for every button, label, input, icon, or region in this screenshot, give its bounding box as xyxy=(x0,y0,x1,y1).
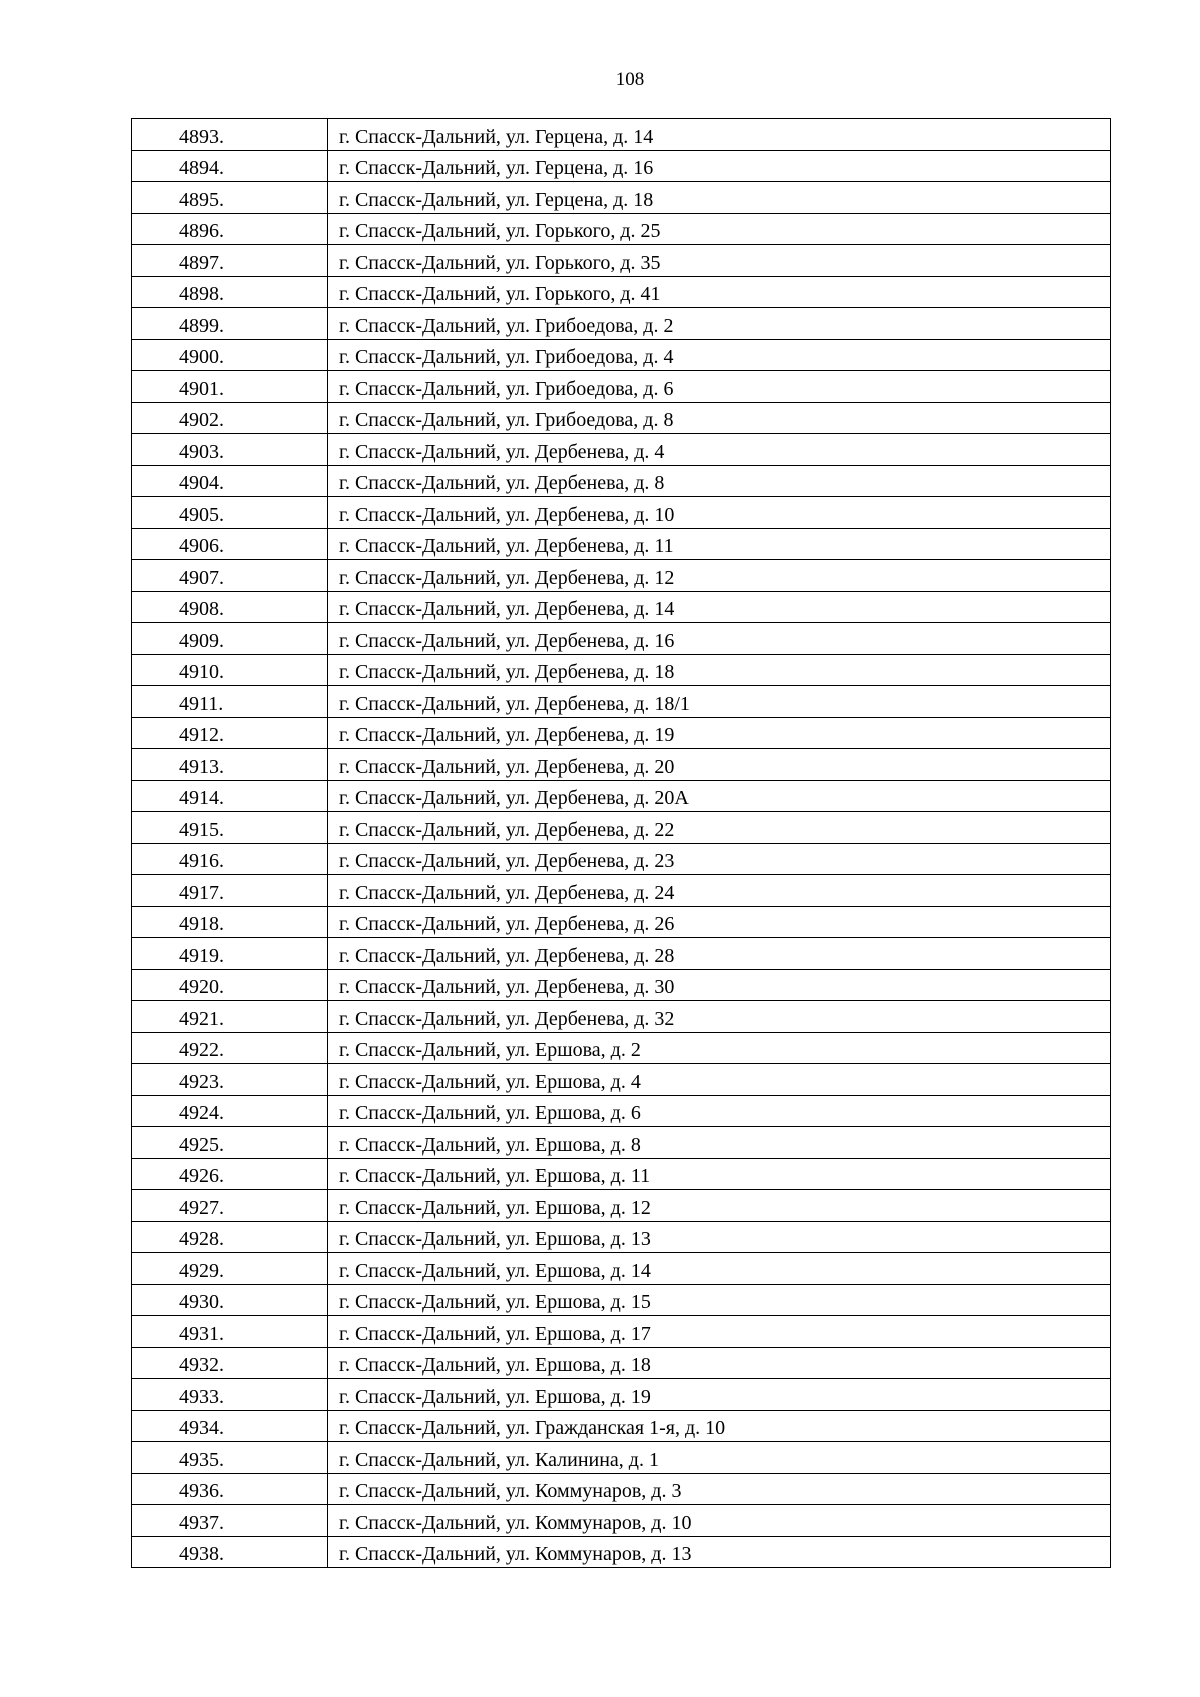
address-cell: г. Спасск-Дальний, ул. Ершова, д. 8 xyxy=(328,1127,1111,1159)
row-number-cell: 4908. xyxy=(132,591,328,623)
row-number-cell: 4929. xyxy=(132,1253,328,1285)
address-cell: г. Спасск-Дальний, ул. Дербенева, д. 11 xyxy=(328,528,1111,560)
table-row xyxy=(132,780,1111,812)
address-cell: г. Спасск-Дальний, ул. Ершова, д. 15 xyxy=(328,1284,1111,1316)
table-row xyxy=(132,560,1111,592)
row-number-cell: 4936. xyxy=(132,1473,328,1505)
address-cell: г. Спасск-Дальний, ул. Дербенева, д. 4 xyxy=(328,434,1111,466)
address-cell: г. Спасск-Дальний, ул. Герцена, д. 14 xyxy=(328,119,1111,151)
table-row xyxy=(132,1127,1111,1159)
table-row xyxy=(132,591,1111,623)
row-number-cell: 4926. xyxy=(132,1158,328,1190)
table-row xyxy=(132,497,1111,529)
address-cell: г. Спасск-Дальний, ул. Грибоедова, д. 6 xyxy=(328,371,1111,403)
table-row xyxy=(132,1221,1111,1253)
row-number-cell: 4925. xyxy=(132,1127,328,1159)
table-row xyxy=(132,843,1111,875)
address-cell: г. Спасск-Дальний, ул. Коммунаров, д. 3 xyxy=(328,1473,1111,1505)
table-row xyxy=(132,371,1111,403)
table-row xyxy=(132,434,1111,466)
address-cell: г. Спасск-Дальний, ул. Ершова, д. 18 xyxy=(328,1347,1111,1379)
table-row xyxy=(132,1316,1111,1348)
table-row xyxy=(132,119,1111,151)
row-number-cell: 4899. xyxy=(132,308,328,340)
table-row xyxy=(132,906,1111,938)
address-cell: г. Спасск-Дальний, ул. Коммунаров, д. 13 xyxy=(328,1536,1111,1568)
address-cell: г. Спасск-Дальний, ул. Дербенева, д. 32 xyxy=(328,1001,1111,1033)
table-row xyxy=(132,1410,1111,1442)
address-cell: г. Спасск-Дальний, ул. Гражданская 1-я, д. 10 xyxy=(328,1410,1111,1442)
table-row xyxy=(132,1032,1111,1064)
table-row xyxy=(132,1190,1111,1222)
address-cell: г. Спасск-Дальний, ул. Ершова, д. 11 xyxy=(328,1158,1111,1190)
row-number-cell: 4910. xyxy=(132,654,328,686)
address-cell: г. Спасск-Дальний, ул. Ершова, д. 6 xyxy=(328,1095,1111,1127)
row-number-cell: 4937. xyxy=(132,1505,328,1537)
row-number-cell: 4919. xyxy=(132,938,328,970)
row-number-cell: 4894. xyxy=(132,150,328,182)
row-number-cell: 4905. xyxy=(132,497,328,529)
row-number-cell: 4922. xyxy=(132,1032,328,1064)
table-row xyxy=(132,465,1111,497)
row-number-cell: 4912. xyxy=(132,717,328,749)
address-table-body xyxy=(132,119,1111,1568)
table-row xyxy=(132,339,1111,371)
page-number: 108 xyxy=(615,69,645,90)
address-cell: г. Спасск-Дальний, ул. Дербенева, д. 20А xyxy=(328,780,1111,812)
address-cell: г. Спасск-Дальний, ул. Ершова, д. 12 xyxy=(328,1190,1111,1222)
row-number-cell: 4909. xyxy=(132,623,328,655)
table-row xyxy=(132,402,1111,434)
row-number-cell: 4928. xyxy=(132,1221,328,1253)
row-number-cell: 4895. xyxy=(132,182,328,214)
address-cell: г. Спасск-Дальний, ул. Герцена, д. 18 xyxy=(328,182,1111,214)
row-number-cell: 4916. xyxy=(132,843,328,875)
row-number-cell: 4930. xyxy=(132,1284,328,1316)
table-row xyxy=(132,150,1111,182)
address-cell: г. Спасск-Дальний, ул. Дербенева, д. 23 xyxy=(328,843,1111,875)
address-cell: г. Спасск-Дальний, ул. Дербенева, д. 19 xyxy=(328,717,1111,749)
address-cell: г. Спасск-Дальний, ул. Калинина, д. 1 xyxy=(328,1442,1111,1474)
address-cell: г. Спасск-Дальний, ул. Дербенева, д. 14 xyxy=(328,591,1111,623)
table-row xyxy=(132,1064,1111,1096)
table-row xyxy=(132,623,1111,655)
table-row xyxy=(132,245,1111,277)
row-number-cell: 4896. xyxy=(132,213,328,245)
row-number-cell: 4911. xyxy=(132,686,328,718)
address-cell: г. Спасск-Дальний, ул. Ершова, д. 17 xyxy=(328,1316,1111,1348)
table-row xyxy=(132,1347,1111,1379)
row-number-cell: 4934. xyxy=(132,1410,328,1442)
address-cell: г. Спасск-Дальний, ул. Горького, д. 41 xyxy=(328,276,1111,308)
address-cell: г. Спасск-Дальний, ул. Дербенева, д. 12 xyxy=(328,560,1111,592)
table-row xyxy=(132,938,1111,970)
row-number-cell: 4932. xyxy=(132,1347,328,1379)
table-row xyxy=(132,969,1111,1001)
table-row xyxy=(132,1505,1111,1537)
table-row xyxy=(132,1158,1111,1190)
address-cell: г. Спасск-Дальний, ул. Дербенева, д. 18 xyxy=(328,654,1111,686)
row-number-cell: 4927. xyxy=(132,1190,328,1222)
row-number-cell: 4933. xyxy=(132,1379,328,1411)
row-number-cell: 4903. xyxy=(132,434,328,466)
address-cell: г. Спасск-Дальний, ул. Дербенева, д. 24 xyxy=(328,875,1111,907)
row-number-cell: 4914. xyxy=(132,780,328,812)
row-number-cell: 4923. xyxy=(132,1064,328,1096)
address-cell: г. Спасск-Дальний, ул. Дербенева, д. 8 xyxy=(328,465,1111,497)
address-cell: г. Спасск-Дальний, ул. Дербенева, д. 22 xyxy=(328,812,1111,844)
address-cell: г. Спасск-Дальний, ул. Дербенева, д. 18/1 xyxy=(328,686,1111,718)
table-row xyxy=(132,717,1111,749)
table-row xyxy=(132,812,1111,844)
address-cell: г. Спасск-Дальний, ул. Дербенева, д. 10 xyxy=(328,497,1111,529)
table-row xyxy=(132,182,1111,214)
address-cell: г. Спасск-Дальний, ул. Грибоедова, д. 2 xyxy=(328,308,1111,340)
row-number-cell: 4915. xyxy=(132,812,328,844)
row-number-cell: 4935. xyxy=(132,1442,328,1474)
table-row xyxy=(132,686,1111,718)
table-row xyxy=(132,1379,1111,1411)
address-cell: г. Спасск-Дальний, ул. Дербенева, д. 30 xyxy=(328,969,1111,1001)
address-cell: г. Спасск-Дальний, ул. Дербенева, д. 16 xyxy=(328,623,1111,655)
row-number-cell: 4901. xyxy=(132,371,328,403)
address-cell: г. Спасск-Дальний, ул. Ершова, д. 2 xyxy=(328,1032,1111,1064)
row-number-cell: 4897. xyxy=(132,245,328,277)
address-cell: г. Спасск-Дальний, ул. Ершова, д. 14 xyxy=(328,1253,1111,1285)
address-cell: г. Спасск-Дальний, ул. Грибоедова, д. 8 xyxy=(328,402,1111,434)
row-number-cell: 4921. xyxy=(132,1001,328,1033)
row-number-cell: 4907. xyxy=(132,560,328,592)
table-row xyxy=(132,1253,1111,1285)
table-row xyxy=(132,875,1111,907)
row-number-cell: 4913. xyxy=(132,749,328,781)
address-cell: г. Спасск-Дальний, ул. Ершова, д. 13 xyxy=(328,1221,1111,1253)
table-row xyxy=(132,1095,1111,1127)
address-cell: г. Спасск-Дальний, ул. Ершова, д. 19 xyxy=(328,1379,1111,1411)
row-number-cell: 4904. xyxy=(132,465,328,497)
table-row xyxy=(132,749,1111,781)
row-number-cell: 4931. xyxy=(132,1316,328,1348)
address-cell: г. Спасск-Дальний, ул. Дербенева, д. 20 xyxy=(328,749,1111,781)
row-number-cell: 4906. xyxy=(132,528,328,560)
table-row xyxy=(132,1442,1111,1474)
address-cell: г. Спасск-Дальний, ул. Грибоедова, д. 4 xyxy=(328,339,1111,371)
row-number-cell: 4938. xyxy=(132,1536,328,1568)
table-row xyxy=(132,213,1111,245)
row-number-cell: 4920. xyxy=(132,969,328,1001)
address-cell: г. Спасск-Дальний, ул. Горького, д. 35 xyxy=(328,245,1111,277)
row-number-cell: 4902. xyxy=(132,402,328,434)
table-row xyxy=(132,276,1111,308)
row-number-cell: 4893. xyxy=(132,119,328,151)
address-cell: г. Спасск-Дальний, ул. Дербенева, д. 26 xyxy=(328,906,1111,938)
row-number-cell: 4924. xyxy=(132,1095,328,1127)
address-cell: г. Спасск-Дальний, ул. Герцена, д. 16 xyxy=(328,150,1111,182)
row-number-cell: 4917. xyxy=(132,875,328,907)
table-row xyxy=(132,654,1111,686)
address-cell: г. Спасск-Дальний, ул. Коммунаров, д. 10 xyxy=(328,1505,1111,1537)
address-cell: г. Спасск-Дальний, ул. Горького, д. 25 xyxy=(328,213,1111,245)
table-row xyxy=(132,308,1111,340)
table-row xyxy=(132,1473,1111,1505)
table-row xyxy=(132,1284,1111,1316)
row-number-cell: 4900. xyxy=(132,339,328,371)
address-table xyxy=(131,118,1111,1568)
row-number-cell: 4898. xyxy=(132,276,328,308)
table-row xyxy=(132,1001,1111,1033)
address-cell: г. Спасск-Дальний, ул. Ершова, д. 4 xyxy=(328,1064,1111,1096)
row-number-cell: 4918. xyxy=(132,906,328,938)
address-cell: г. Спасск-Дальний, ул. Дербенева, д. 28 xyxy=(328,938,1111,970)
table-row xyxy=(132,528,1111,560)
table-row xyxy=(132,1536,1111,1568)
